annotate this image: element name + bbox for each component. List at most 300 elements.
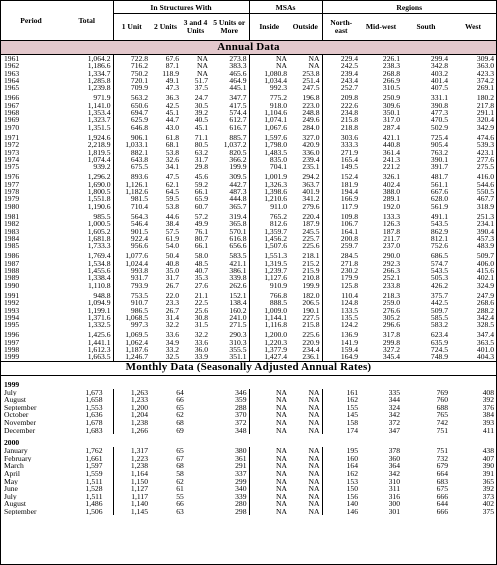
units5plus-cell: 291 <box>235 462 247 470</box>
west-cell: 320.4 <box>476 116 494 124</box>
outside-cell: 294.2 <box>302 173 320 181</box>
midwest-cell: 388.0 <box>382 188 400 196</box>
south-cell: 574.7 <box>430 259 448 268</box>
table-row <box>1 292 496 299</box>
west-cell: 275.5 <box>476 163 494 172</box>
period-cell: 1980 <box>4 202 20 211</box>
table-row <box>1 419 496 427</box>
unit1-cell: 1,238 <box>113 419 150 427</box>
unit1-cell: 893.6 <box>113 173 150 180</box>
period-cell: 1966 <box>4 94 20 102</box>
units2-cell: 40.8 <box>165 259 179 268</box>
period-cell: 1985 <box>4 242 20 251</box>
units5plus-cell: 359 <box>235 396 247 404</box>
midwest-cell: 345.4 <box>382 353 400 362</box>
total-cell: 1,296.2 <box>87 173 111 181</box>
units3-4-cell: 35.3 <box>194 274 208 282</box>
period-cell: 1963 <box>4 69 20 77</box>
table-row <box>1 485 496 493</box>
units2-cell: 54.0 <box>165 242 179 251</box>
total-cell: 1,332.5 <box>87 321 111 330</box>
period-cell: 1961 <box>4 54 20 63</box>
units5plus-cell: 355.5 <box>229 345 247 354</box>
inside-cell: NA <box>249 455 289 463</box>
table-row <box>1 314 496 321</box>
units2-cell: 38.4 <box>165 220 179 228</box>
table-row <box>1 389 496 397</box>
period-cell: June <box>4 485 18 493</box>
northeast-cell: 259.7 <box>322 242 360 252</box>
total-cell: 1,690.0 <box>87 180 111 189</box>
units5plus-cell: 421.1 <box>229 259 247 268</box>
units3-4-cell: 22.5 <box>194 299 208 307</box>
units2-cell: 33.2 <box>165 345 179 354</box>
outside-cell: 220.9 <box>302 338 320 346</box>
table-row <box>1 55 496 63</box>
period-cell: July <box>4 492 17 501</box>
units5plus-cell: 372 <box>235 418 247 427</box>
period-cell: December <box>4 426 36 435</box>
table-row <box>1 267 496 274</box>
units3-4-cell: 25.6 <box>194 306 208 314</box>
south-cell: 390.8 <box>430 101 448 110</box>
inside-cell: 1,074.1 <box>249 116 289 123</box>
period-cell: 1989 <box>4 274 20 282</box>
outside-cell: NA <box>308 500 320 508</box>
table-row <box>1 455 496 463</box>
units2-cell: 34.1 <box>165 163 179 172</box>
units5plus-cell: 656.6 <box>229 242 247 251</box>
annual-data-banner: Annual Data <box>1 41 496 55</box>
midwest-cell: 402.4 <box>382 180 400 189</box>
table-row <box>1 134 496 141</box>
midwest-cell: 310.5 <box>382 84 400 93</box>
south-cell: 477.3 <box>430 109 448 117</box>
table-row <box>1 181 496 188</box>
midwest-cell: 252.1 <box>382 274 400 282</box>
inside-cell: 1,210.6 <box>249 195 289 202</box>
northeast-cell: 136.9 <box>322 331 360 338</box>
inside-cell: NA <box>249 508 289 516</box>
period-cell: 1979 <box>4 195 20 203</box>
midwest-cell: 327.2 <box>382 345 400 354</box>
northeast-cell: 209.8 <box>322 94 360 101</box>
unit1-cell: 882.1 <box>113 149 150 156</box>
west-cell: 457.3 <box>476 234 494 243</box>
northeast-cell: 242.5 <box>322 62 360 69</box>
table-row <box>1 404 496 412</box>
unit1-cell: 643.8 <box>113 156 150 163</box>
units2-cell: 26.7 <box>165 281 179 290</box>
period-cell: September <box>4 403 37 412</box>
south-cell: 675 <box>436 485 448 493</box>
northeast-cell: 271.9 <box>322 149 360 156</box>
northeast-cell: 161 <box>322 389 360 397</box>
midwest-cell: 344 <box>388 396 400 404</box>
unit1-cell: 1,069.5 <box>113 331 150 338</box>
northeast-cell: 179.9 <box>322 274 360 281</box>
units3-4-cell: 37.5 <box>194 84 208 93</box>
total-cell: 1,441.1 <box>87 338 111 346</box>
west-cell: 408 <box>482 388 494 397</box>
south-cell: 299.4 <box>430 54 448 63</box>
midwest-cell: 309.6 <box>382 101 400 110</box>
outside-header: Outside <box>289 14 322 41</box>
south-cell: 628.0 <box>430 195 448 203</box>
units3-4-cell: 80.5 <box>194 141 208 149</box>
west-cell: 376 <box>482 403 494 412</box>
annual-section <box>1 41 496 55</box>
inside-cell: NA <box>249 485 289 493</box>
period-cell: 1984 <box>4 234 20 243</box>
units5plus-cell: 583.5 <box>229 252 247 260</box>
outside-cell: 247.5 <box>302 84 320 93</box>
south-cell: 752.6 <box>430 242 448 251</box>
northeast-cell: 159.4 <box>322 346 360 353</box>
inside-cell: NA <box>249 470 289 478</box>
midwest-cell: 440.8 <box>382 141 400 149</box>
northeast-cell: 150 <box>322 485 360 493</box>
west-cell: 309.4 <box>476 54 494 63</box>
period-cell: 1993 <box>4 306 20 314</box>
units2-cell: 44.7 <box>165 116 179 124</box>
northeast-cell: 252.7 <box>322 84 360 94</box>
unit1-cell: 625.9 <box>113 116 150 123</box>
units5plus-cell: 199.9 <box>229 163 247 172</box>
unit1-cell: 1,126.1 <box>113 181 150 188</box>
midwest-cell: 241.3 <box>382 155 400 164</box>
outside-cell: 249.6 <box>302 116 320 124</box>
units3-4-cell: 31.7 <box>194 155 208 164</box>
unit1-cell: 750.2 <box>113 70 150 77</box>
units3-4-cell: 32.2 <box>194 331 208 339</box>
west-cell: 415.6 <box>476 267 494 275</box>
units2-cell: 64.5 <box>165 188 179 196</box>
unit1-cell: 1,068.5 <box>113 314 150 321</box>
units2-cell: 61.9 <box>165 234 179 243</box>
outside-cell: 253.8 <box>302 69 320 77</box>
midwest-cell: 305.2 <box>382 313 400 322</box>
unit1-cell: 646.8 <box>113 124 150 134</box>
midwest-cell: 421.1 <box>382 133 400 142</box>
south-cell: 543.5 <box>430 220 448 228</box>
units3-4-cell: 71.1 <box>194 133 208 142</box>
units2-cell: 34.9 <box>165 338 179 346</box>
midwest-cell: 378 <box>388 447 400 455</box>
inside-cell: 1,104.6 <box>249 109 289 116</box>
total-cell: 1,334.7 <box>87 69 111 77</box>
period-cell: 1962 <box>4 62 20 70</box>
west-cell: 474.6 <box>476 133 494 142</box>
table-row <box>1 462 496 470</box>
total-cell: 1,528 <box>85 485 103 493</box>
table-row <box>1 299 496 306</box>
units2-cell: 45.1 <box>165 109 179 117</box>
west-cell: 375 <box>482 507 494 516</box>
table-row <box>1 260 496 267</box>
midwest-cell: 342 <box>388 469 400 478</box>
northeast-cell: 166.9 <box>322 195 360 202</box>
units5plus-cell: 365.8 <box>229 220 247 228</box>
table-row <box>1 470 496 478</box>
unit1-cell: 1,246.7 <box>113 353 150 361</box>
unit1-cell: 981.5 <box>113 195 150 202</box>
inside-cell: 911.0 <box>249 203 289 213</box>
midwest-cell: 192.0 <box>382 202 400 211</box>
total-cell: 1,455.6 <box>87 267 111 275</box>
south-cell: 732 <box>436 454 448 463</box>
midwest-cell: 233.8 <box>382 281 400 290</box>
unit1-cell: 1,266 <box>113 427 150 435</box>
table-row <box>1 228 496 235</box>
west-cell: 392 <box>482 485 494 493</box>
inside-cell: 1,067.6 <box>249 124 289 134</box>
northeast-cell: 160 <box>322 455 360 463</box>
inside-cell: 1,220.3 <box>249 339 289 346</box>
northeast-cell: 162 <box>322 470 360 478</box>
south-cell: 667.6 <box>430 188 448 196</box>
outside-cell: 327.0 <box>302 133 320 142</box>
inside-cell: 1,116.8 <box>249 321 289 331</box>
period-cell: 1991 <box>4 291 20 300</box>
midwest-cell: 133.3 <box>382 212 400 221</box>
total-cell: 1,559 <box>85 469 103 478</box>
west-cell: 407 <box>482 454 494 463</box>
midwest-cell: 364 <box>388 462 400 470</box>
units3-4-cell: 30.8 <box>194 313 208 322</box>
total-cell: 1,353.4 <box>87 109 111 117</box>
midwest-cell: 347 <box>388 426 400 435</box>
units5plus-cell: 347.7 <box>229 94 247 102</box>
period-cell: 1999 <box>4 353 20 362</box>
total-cell: 1,819.5 <box>87 148 111 156</box>
inside-header: Inside <box>249 14 289 41</box>
total-cell: 1,762 <box>85 447 103 455</box>
units2-4-cell: 69 <box>176 426 184 435</box>
period-cell: 1986 <box>4 252 20 260</box>
midwest-cell: 317.8 <box>382 331 400 339</box>
table-row <box>1 346 496 353</box>
table-row <box>1 252 496 259</box>
period-cell: 1977 <box>4 180 20 189</box>
period-cell: February <box>4 454 32 463</box>
units2-cell: 44.6 <box>165 212 179 221</box>
table-row <box>1 321 496 331</box>
units2-cell: 118.9 <box>162 69 179 77</box>
units5plus-cell: 309.5 <box>229 173 247 181</box>
midwest-cell: 289.1 <box>382 195 400 203</box>
midwest-header: Mid-west <box>360 14 402 41</box>
units5plus-cell: 290.3 <box>229 331 247 339</box>
table-row <box>1 195 496 202</box>
outside-cell: 239.4 <box>302 155 320 164</box>
units2-4-cell: 62 <box>176 411 184 419</box>
total-cell: 1,094.9 <box>87 299 111 307</box>
inside-cell: NA <box>249 55 289 63</box>
unit1-cell: 1,182.6 <box>113 188 150 195</box>
period-cell: 1972 <box>4 141 20 149</box>
south-header: South <box>402 14 450 41</box>
northeast-cell: 155 <box>322 404 360 412</box>
south-cell: 742 <box>436 418 448 427</box>
midwest-cell: 187.8 <box>382 227 400 235</box>
table-row <box>1 156 496 163</box>
south-cell: 812.1 <box>430 234 448 243</box>
south-cell: 561.1 <box>430 180 448 189</box>
west-cell: 291.1 <box>476 109 494 117</box>
west-cell: 411 <box>482 426 494 435</box>
midwest-cell: 296.6 <box>382 321 400 330</box>
units5plus-cell: 337 <box>235 469 247 478</box>
midwest-cell: 316 <box>388 492 400 501</box>
south-cell: 342.8 <box>430 62 448 70</box>
units2-4-cell: 65 <box>176 447 184 455</box>
midwest-cell: 372 <box>388 418 400 427</box>
inside-cell: 1,359.7 <box>249 228 289 235</box>
period-cell: 1992 <box>4 299 20 307</box>
unit1-cell: 1,024.4 <box>113 260 150 267</box>
table-row <box>1 163 496 173</box>
unit1-cell: 720.1 <box>113 77 150 84</box>
units3-4-cell: 30.5 <box>194 101 208 110</box>
total-cell: 1,658 <box>85 396 103 404</box>
units5plus-cell: 280 <box>235 500 247 508</box>
west-cell: 342.4 <box>476 313 494 322</box>
unit1-cell: 722.8 <box>113 55 150 63</box>
northeast-header: North-east <box>322 14 360 41</box>
units3-4-cell: 40.7 <box>194 267 208 275</box>
units5plus-cell: 386.1 <box>229 267 247 275</box>
northeast-cell: 146 <box>322 508 360 516</box>
unit1-cell: 1,187.6 <box>113 346 150 353</box>
south-cell: 644 <box>436 500 448 508</box>
northeast-cell: 234.8 <box>322 109 360 116</box>
units3-4-cell: 24.7 <box>194 94 208 102</box>
units3-4-cell: 57.2 <box>194 212 208 221</box>
unit1-cell: 910.7 <box>113 299 150 306</box>
west-cell: 390.4 <box>476 227 494 235</box>
units5plus-cell: 273.8 <box>229 54 247 63</box>
west-cell: 544.6 <box>476 180 494 189</box>
period-cell: 1983 <box>4 227 20 235</box>
units2-cell: 43.0 <box>165 123 179 132</box>
units3-4-cell: NA <box>197 69 208 77</box>
unit1-cell: 1,033.1 <box>113 141 150 148</box>
inside-cell: NA <box>249 419 289 427</box>
inside-cell: NA <box>249 462 289 470</box>
unit1-cell: 710.4 <box>113 203 150 213</box>
inside-cell: 1,200.0 <box>249 331 289 338</box>
units5plus-cell: 444.8 <box>229 195 247 203</box>
south-cell: 769 <box>436 388 448 397</box>
units2-cell: 32.2 <box>165 321 179 330</box>
west-cell: 416.0 <box>476 173 494 181</box>
units2-cell: 22.0 <box>165 291 179 300</box>
west-cell: 247.9 <box>476 291 494 300</box>
units5plus-cell: 288 <box>235 403 247 412</box>
midwest-cell: 310 <box>388 477 400 486</box>
table-row <box>1 149 496 156</box>
total-cell: 1,597 <box>85 462 103 470</box>
outside-cell: 227.5 <box>302 313 320 322</box>
west-cell: 217.8 <box>476 101 494 110</box>
south-cell: 905.4 <box>430 141 448 149</box>
inside-cell: 1,034.4 <box>249 77 289 84</box>
inside-cell: NA <box>249 396 289 404</box>
unit1-cell: 546.4 <box>113 220 150 227</box>
units2-cell: 47.3 <box>165 84 179 93</box>
midwest-cell: 226.1 <box>382 54 400 63</box>
south-cell: 724.5 <box>430 345 448 354</box>
total-cell: 1,661 <box>85 454 103 463</box>
table-row <box>1 339 496 346</box>
units2-cell: 67.6 <box>165 54 179 63</box>
outside-cell: 235.1 <box>302 163 320 172</box>
outside-cell: 336.0 <box>302 148 320 156</box>
inside-cell: 1,551.3 <box>249 252 289 259</box>
monthly-data-banner: Monthly Data (Seasonally Adjusted Annual Rates) <box>1 361 496 375</box>
northeast-cell: 303.6 <box>322 134 360 141</box>
outside-cell: 225.7 <box>302 234 320 243</box>
south-cell: 491.1 <box>430 212 448 221</box>
annual-rows <box>1 55 496 362</box>
units3-4-cell: 39.2 <box>194 109 208 117</box>
northeast-cell: 156 <box>322 493 360 501</box>
unit1-cell: 1,164 <box>113 470 150 478</box>
inside-cell: 812.6 <box>249 220 289 227</box>
period-cell: 1990 <box>4 281 20 290</box>
south-cell: 391.7 <box>430 163 448 172</box>
northeast-cell: 195 <box>322 447 360 455</box>
outside-cell: 284.0 <box>302 123 320 132</box>
west-cell: 402 <box>482 500 494 508</box>
northeast-cell: 164.9 <box>322 353 360 361</box>
inside-cell: NA <box>249 389 289 397</box>
northeast-cell: 109.8 <box>322 213 360 220</box>
midwest-cell: 237.0 <box>382 242 400 251</box>
northeast-cell: 284.5 <box>322 252 360 259</box>
south-cell: 442.5 <box>430 299 448 307</box>
units5plus-cell: 262.6 <box>229 281 247 290</box>
table-row <box>1 220 496 227</box>
west-cell: 363.5 <box>476 338 494 346</box>
inside-cell: NA <box>249 478 289 486</box>
northeast-cell: 174 <box>322 427 360 435</box>
unit1-cell: 901.5 <box>113 228 150 235</box>
units2-cell: 53.8 <box>165 202 179 211</box>
south-cell: 763.2 <box>430 148 448 156</box>
units5plus-cell: 465.6 <box>229 69 247 77</box>
midwest-cell: 300 <box>388 500 400 508</box>
unit1-cell: 997.3 <box>113 321 150 331</box>
units2-4-cell: 67 <box>176 454 184 463</box>
south-cell: 470.5 <box>430 116 448 124</box>
northeast-cell: 162 <box>322 396 360 404</box>
northeast-cell: 333.3 <box>322 141 360 148</box>
period-cell: May <box>4 477 18 486</box>
inside-cell: 1,377.9 <box>249 346 289 353</box>
inside-cell: 992.3 <box>249 84 289 94</box>
total-cell: 1,636 <box>85 411 103 419</box>
west-cell: 277.6 <box>476 155 494 164</box>
units2-4-cell: 58 <box>176 469 184 478</box>
units3-4-cell: 45.6 <box>194 173 208 181</box>
total-cell: 1,800.5 <box>87 188 111 196</box>
units2-cell: 87.1 <box>165 62 179 70</box>
midwest-cell: 276.6 <box>382 306 400 314</box>
west-cell: 401.0 <box>476 345 494 354</box>
midwest-cell: 335 <box>388 388 400 397</box>
